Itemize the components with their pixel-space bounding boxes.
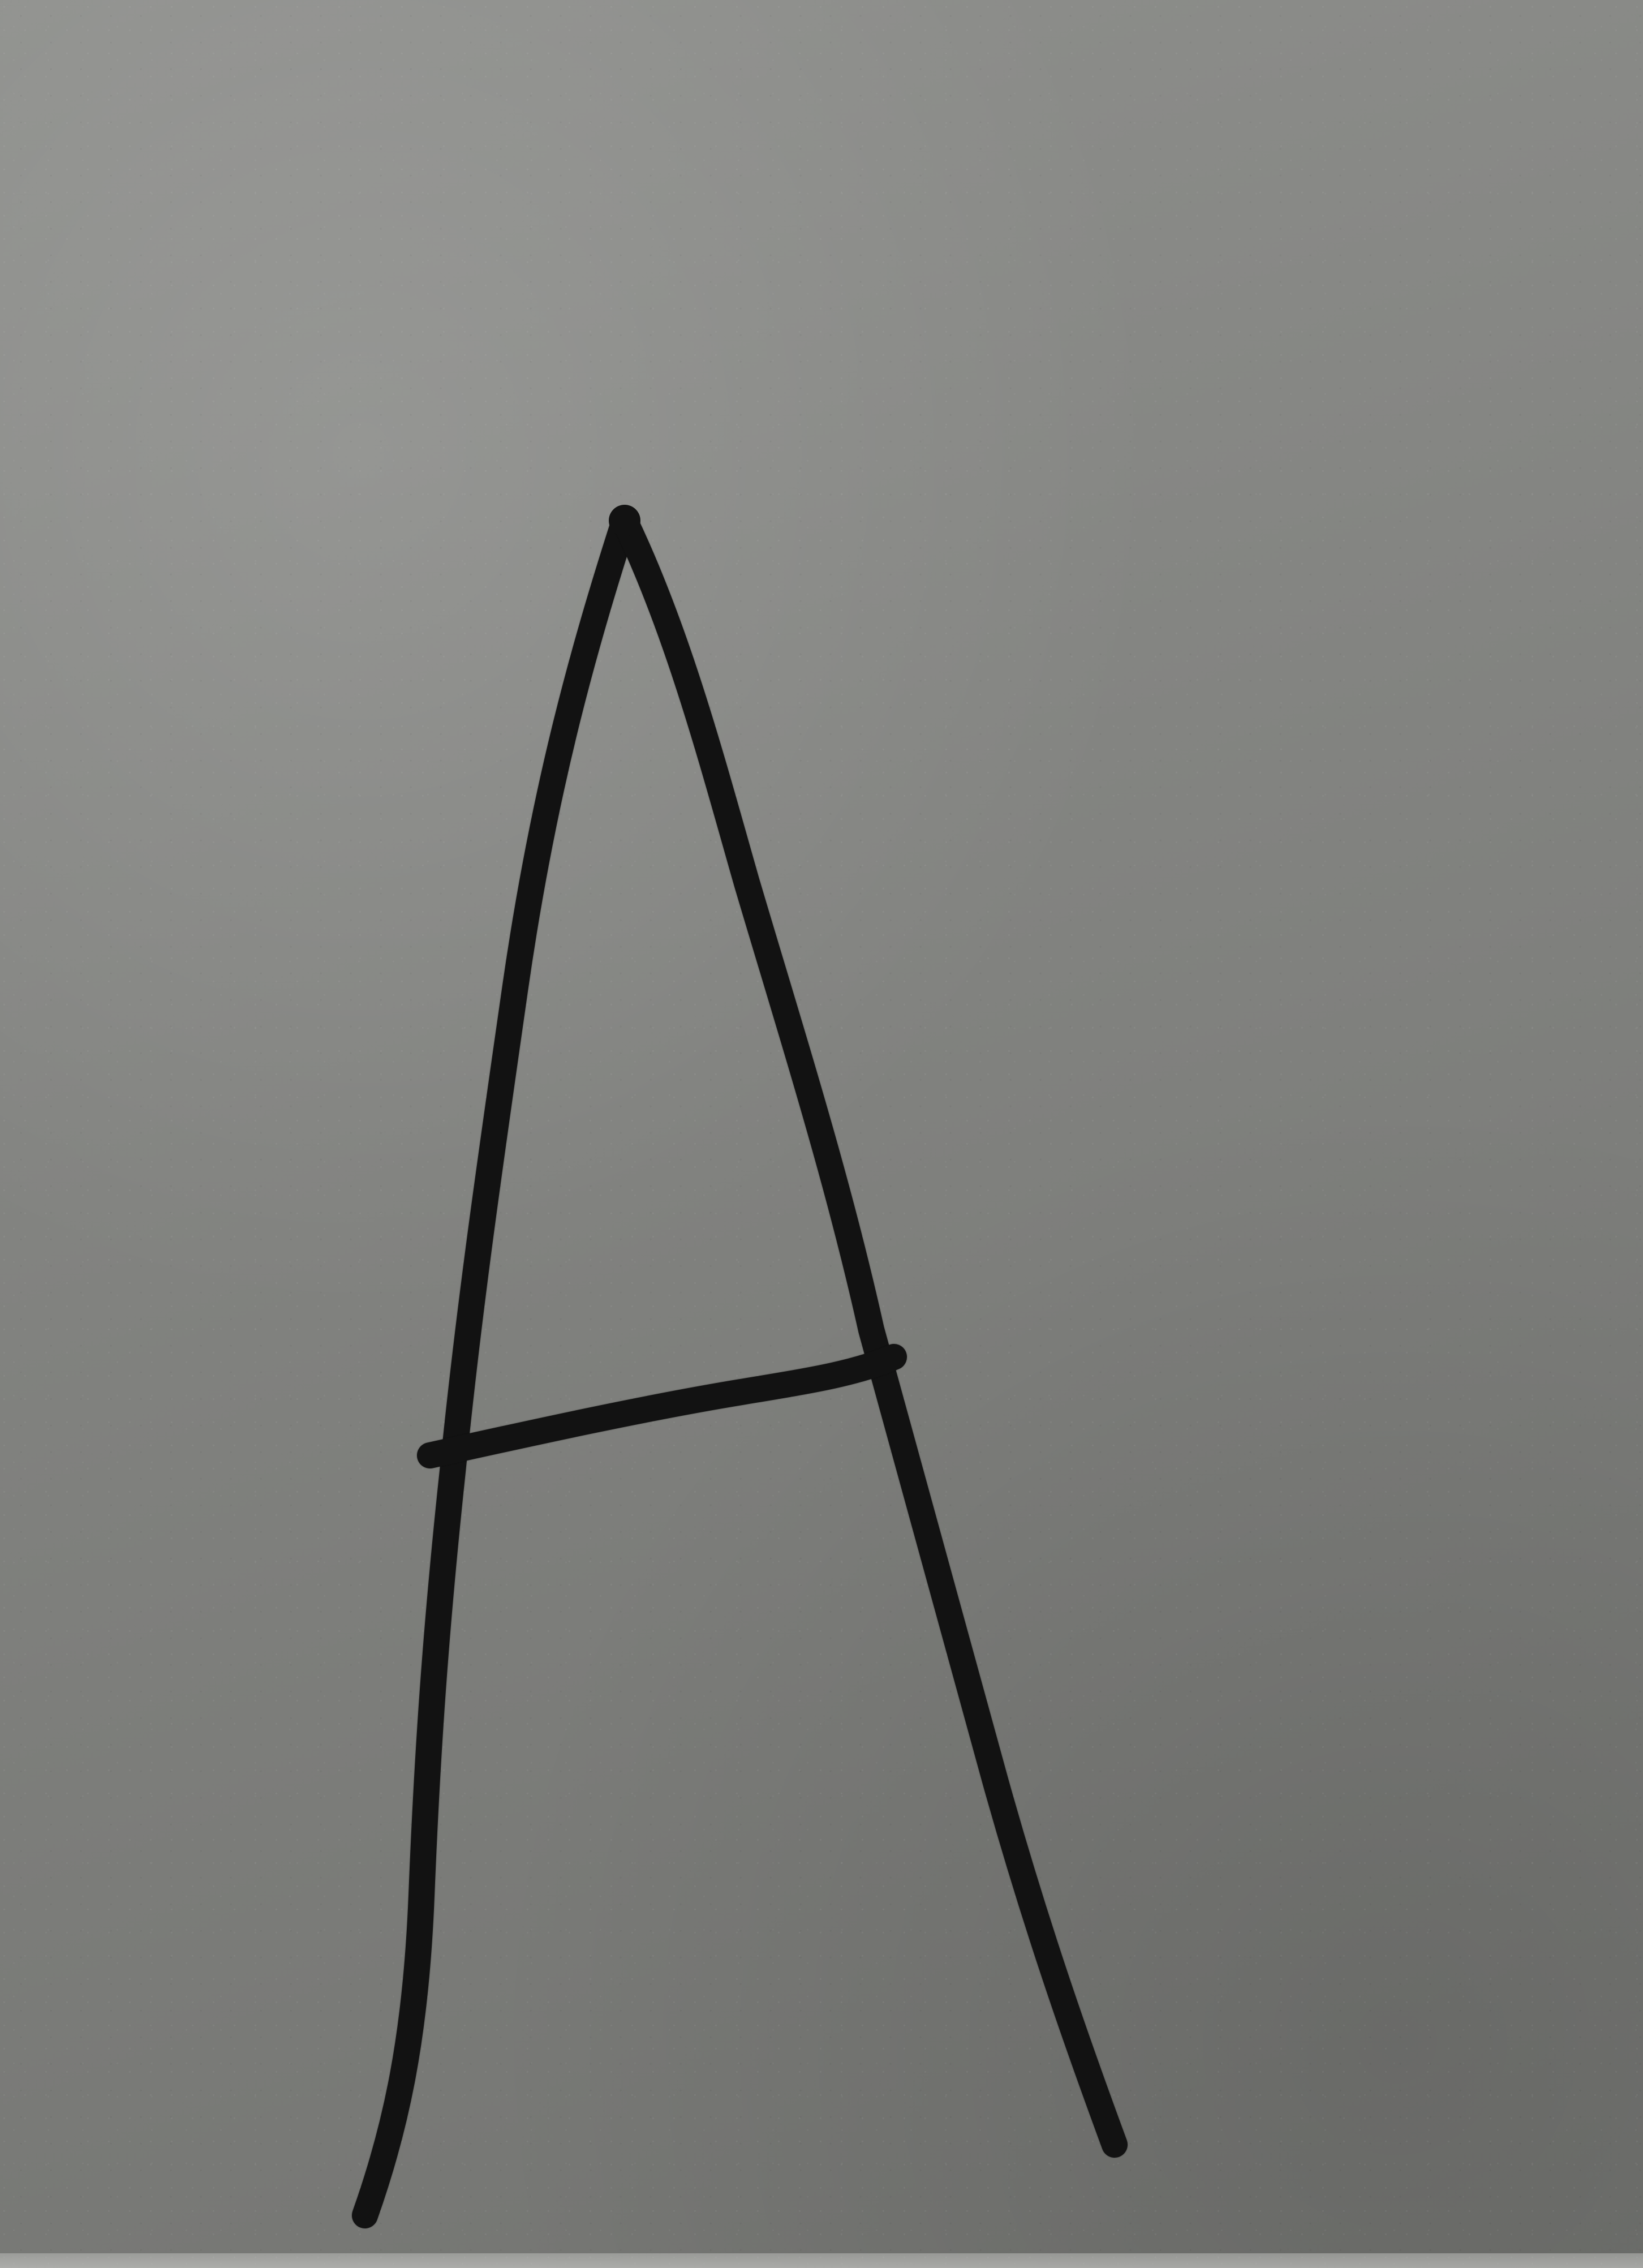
- letter-a-apex-dot: [609, 505, 640, 536]
- letter-a-right-stroke: [625, 521, 1115, 2145]
- letter-a-crossbar-stroke: [430, 1357, 894, 1455]
- paper-bottom-edge: [0, 2253, 1643, 2268]
- letter-a-left-stroke: [365, 521, 625, 2215]
